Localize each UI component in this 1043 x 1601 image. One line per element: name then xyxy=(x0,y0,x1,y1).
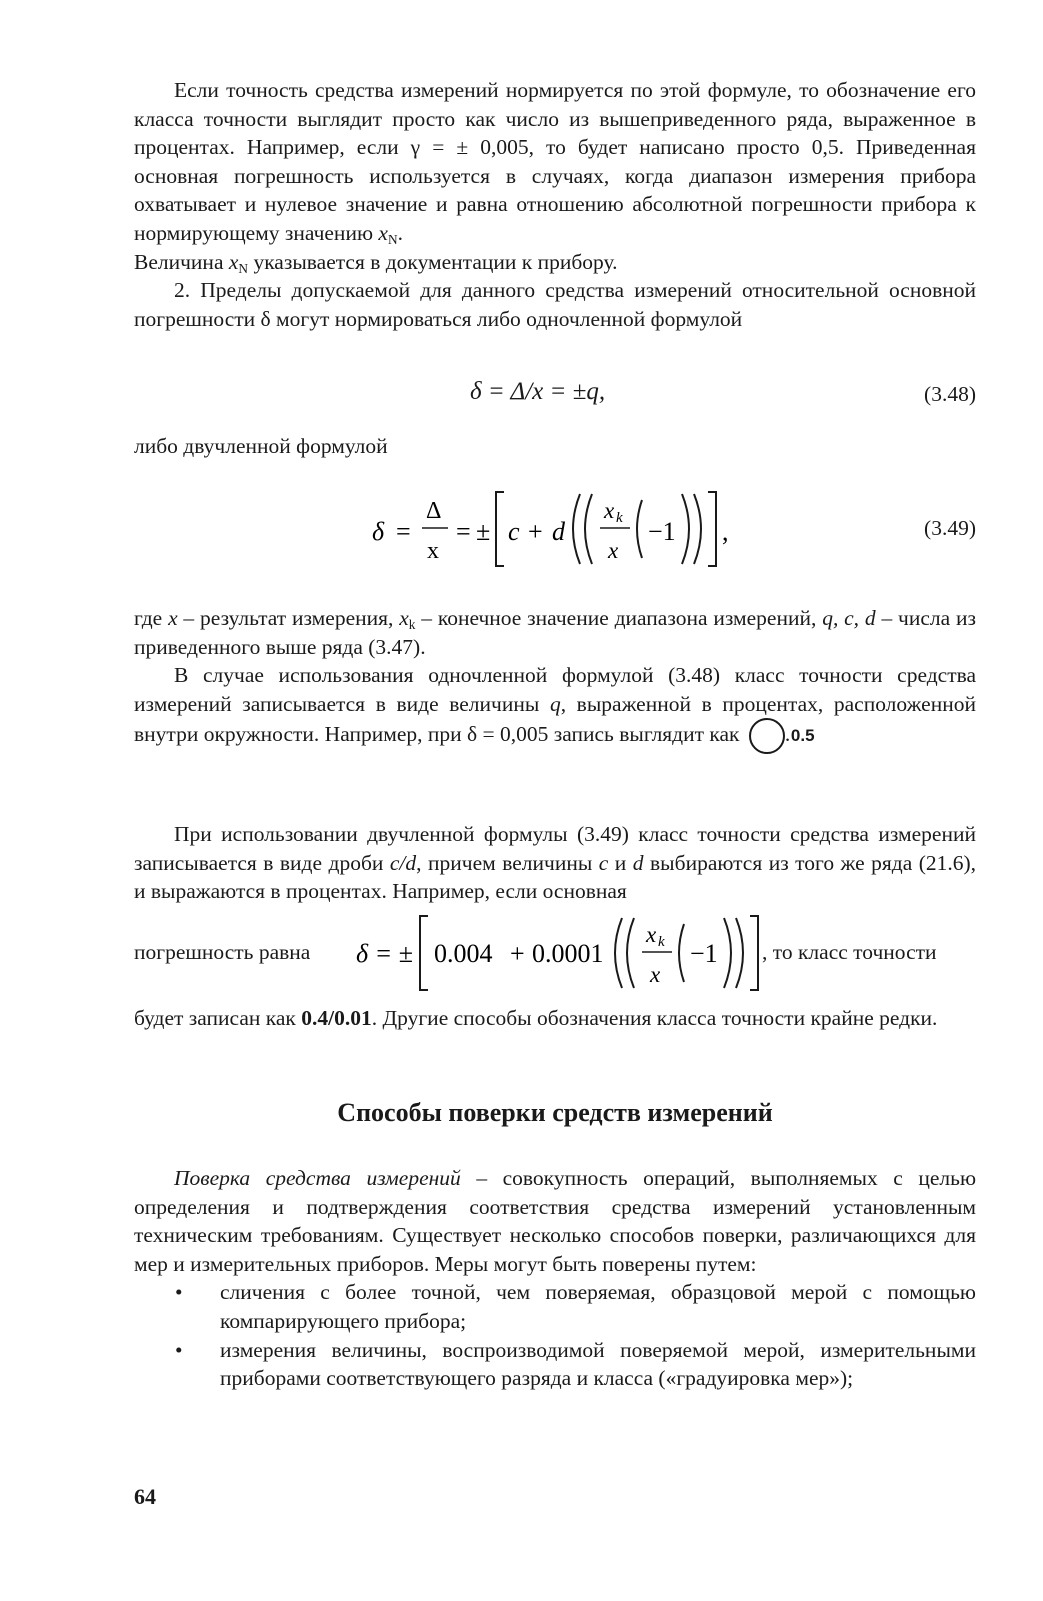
eq49-eq-1: = xyxy=(396,517,411,546)
eq49-left-bracket xyxy=(496,492,504,566)
between-text xyxy=(134,432,976,461)
where-block xyxy=(134,604,976,754)
where-text: где xyxy=(134,606,163,630)
intro-paragraph-2 xyxy=(134,276,976,333)
eq49-d: d xyxy=(552,517,565,546)
intro-text: Если точность средства измерений нормируется по этой формуле, то обозначение его класса точности выглядит просто как число из вышеприведенного ряда, выраженное в процентах. Например, если γ = ± 0,005, то будет написано просто 0,5. Приведенная основная погрешность используется в случаях, когда диапазон измерения прибора охватывает и нулевое значение и равна отношению абсолютной погрешности прибора к нормирующему значению xyxy=(134,78,976,245)
result-paragraph xyxy=(134,1004,976,1033)
var-x: x xyxy=(168,606,178,630)
result-value: 0.4/0.01 xyxy=(301,1006,372,1030)
error-tail: , то класс точности xyxy=(762,940,937,964)
list-item-text: измерения величины, воспроизводимой поверяемой мерой, измерительными приборами соответствующего разряда и класса («градуировка мер»); xyxy=(220,1337,976,1391)
section-body xyxy=(134,1164,976,1393)
error-label: погрешность равна xyxy=(134,940,311,964)
intro-text-b: Величина xyxy=(134,249,224,274)
case2-block xyxy=(134,820,976,906)
err-paren-open-2 xyxy=(627,918,634,988)
err-x: x xyxy=(650,962,661,987)
where-paragraph xyxy=(134,604,976,661)
bullet-icon: • xyxy=(175,1280,183,1305)
equation-3-48 xyxy=(134,378,976,412)
error-equation-line xyxy=(134,912,976,994)
between-line: либо двучленной формулой xyxy=(134,434,388,458)
result-block xyxy=(134,1004,976,1033)
equation-3-48-number: (3.48) xyxy=(924,382,976,406)
case1-period: . xyxy=(784,722,791,747)
err-plus: + xyxy=(510,939,525,968)
err-lhs: δ = ± xyxy=(356,939,413,968)
section-heading: Способы поверки средств измерений xyxy=(337,1098,773,1127)
var-xk: x xyxy=(399,606,409,630)
case2-paragraph xyxy=(134,820,976,906)
err-k: k xyxy=(658,934,665,950)
equation-3-49 xyxy=(134,488,976,570)
equation-3-49-number: (3.49) xyxy=(924,516,976,540)
var-cd: c/d xyxy=(389,850,417,875)
eq49-minus1: −1 xyxy=(648,517,676,546)
err-minus1: −1 xyxy=(690,939,718,968)
var-sub-n: N xyxy=(387,231,398,247)
intro-text-c: указывается в документации к прибору. xyxy=(253,249,618,274)
eq49-c: c xyxy=(508,517,520,546)
var-q: q xyxy=(549,691,561,716)
eq49-pm: ± xyxy=(476,517,491,546)
eq49-plus: + xyxy=(528,517,543,546)
case2-text: , причем величины xyxy=(416,850,593,875)
eq49-paren-open-2 xyxy=(585,494,592,564)
eq49-eq-2: = xyxy=(456,517,471,546)
list-item xyxy=(134,1278,976,1335)
eq49-xk: x xyxy=(604,498,615,523)
circled-class-mark: 0.5 xyxy=(749,718,785,754)
eq49-right-bracket xyxy=(708,492,716,566)
eq49-num: Δ xyxy=(426,498,442,524)
var-c: c xyxy=(598,850,609,875)
eq49-paren-open-1 xyxy=(573,494,580,564)
definition-text: – совокупность операций, выполняемых с целью определения и подтверждения соответствия средства измерений установленным техническим требованиям. Существует несколько способов поверки, различающихся для мер и измерительных приборов. Меры могут быть поверены путем: xyxy=(134,1166,976,1276)
list-item-text: сличения с более точной, чем поверяемая, образцовой мерой с помощью компарирующего прибора; xyxy=(220,1280,976,1333)
err-right-bracket xyxy=(750,916,758,990)
where-text: – результат измерения, xyxy=(177,606,394,630)
result-text: . Другие способы обозначения класса точности крайне редки. xyxy=(371,1006,938,1030)
err-paren-open-3 xyxy=(679,924,684,982)
err-a: 0.004 xyxy=(434,939,493,968)
definition-term: Поверка средства измерений xyxy=(174,1166,461,1190)
case1-text: , выраженной в процентах, расположенной внутри окружности. Например, при δ = 0,005 запись выглядит как xyxy=(134,691,976,747)
var-d: d xyxy=(864,606,876,630)
var-sub-n: N xyxy=(238,260,249,276)
err-paren-close-2 xyxy=(736,918,743,988)
page-number: 64 xyxy=(134,1484,156,1509)
err-paren-open-1 xyxy=(615,918,622,988)
intro-text-2: 2. Пределы допускаемой для данного средства измерений относительной основной погрешности δ могут нормироваться либо одночленной формулой xyxy=(134,278,976,331)
err-b: 0.0001 xyxy=(532,939,604,968)
error-equation-svg xyxy=(352,912,772,994)
intro-paragraph-1 xyxy=(134,76,976,248)
var-x: x xyxy=(378,220,388,245)
eq49-paren-open-3 xyxy=(637,500,642,558)
var-d: d xyxy=(632,850,644,875)
eq49-comma: , xyxy=(722,517,729,546)
where-text: – конечное значение диапазона измерений, xyxy=(415,606,817,630)
eq49-lhs: δ xyxy=(372,517,385,546)
err-paren-close-1 xyxy=(724,918,731,988)
intro-paragraph-1b xyxy=(134,248,976,277)
definition-paragraph xyxy=(134,1164,976,1278)
equation-3-49-svg xyxy=(134,488,976,570)
eq49-paren-close-1 xyxy=(682,494,689,564)
case1-paragraph xyxy=(134,661,976,754)
equation-3-48-body: δ = Δ/x = ±q, xyxy=(470,378,606,405)
bullet-icon: • xyxy=(175,1337,183,1362)
eq49-k: k xyxy=(616,510,623,526)
case2-text: При использовании двучленной формулы (3.49) класс точности средства измерений записывается в виде дроби xyxy=(134,822,976,875)
var-sub-k: k xyxy=(408,616,416,632)
eq49-x: x xyxy=(608,538,619,563)
intro-block xyxy=(134,76,976,333)
var-x: x xyxy=(228,249,239,274)
case2-and: и xyxy=(614,850,627,875)
where-text: – числа из приведенного выше ряда (3.47). xyxy=(134,606,976,659)
case1-text: В случае использования одночленной формулой (3.48) класс точности средства измерений записывается в виде величины xyxy=(134,663,976,716)
list-item xyxy=(134,1336,976,1393)
intro-tail: . xyxy=(397,220,403,245)
eq49-den: x xyxy=(427,538,439,564)
result-text: будет записан как xyxy=(134,1006,296,1030)
err-xk: x xyxy=(646,922,657,947)
case2-text: выбираются из того же ряда (21.6), и выражаются в процентах. Например, если основная xyxy=(134,850,977,904)
method-list xyxy=(134,1278,976,1392)
err-left-bracket xyxy=(420,916,428,990)
eq49-paren-close-2 xyxy=(694,494,701,564)
var-qc: q, c, xyxy=(822,606,860,630)
